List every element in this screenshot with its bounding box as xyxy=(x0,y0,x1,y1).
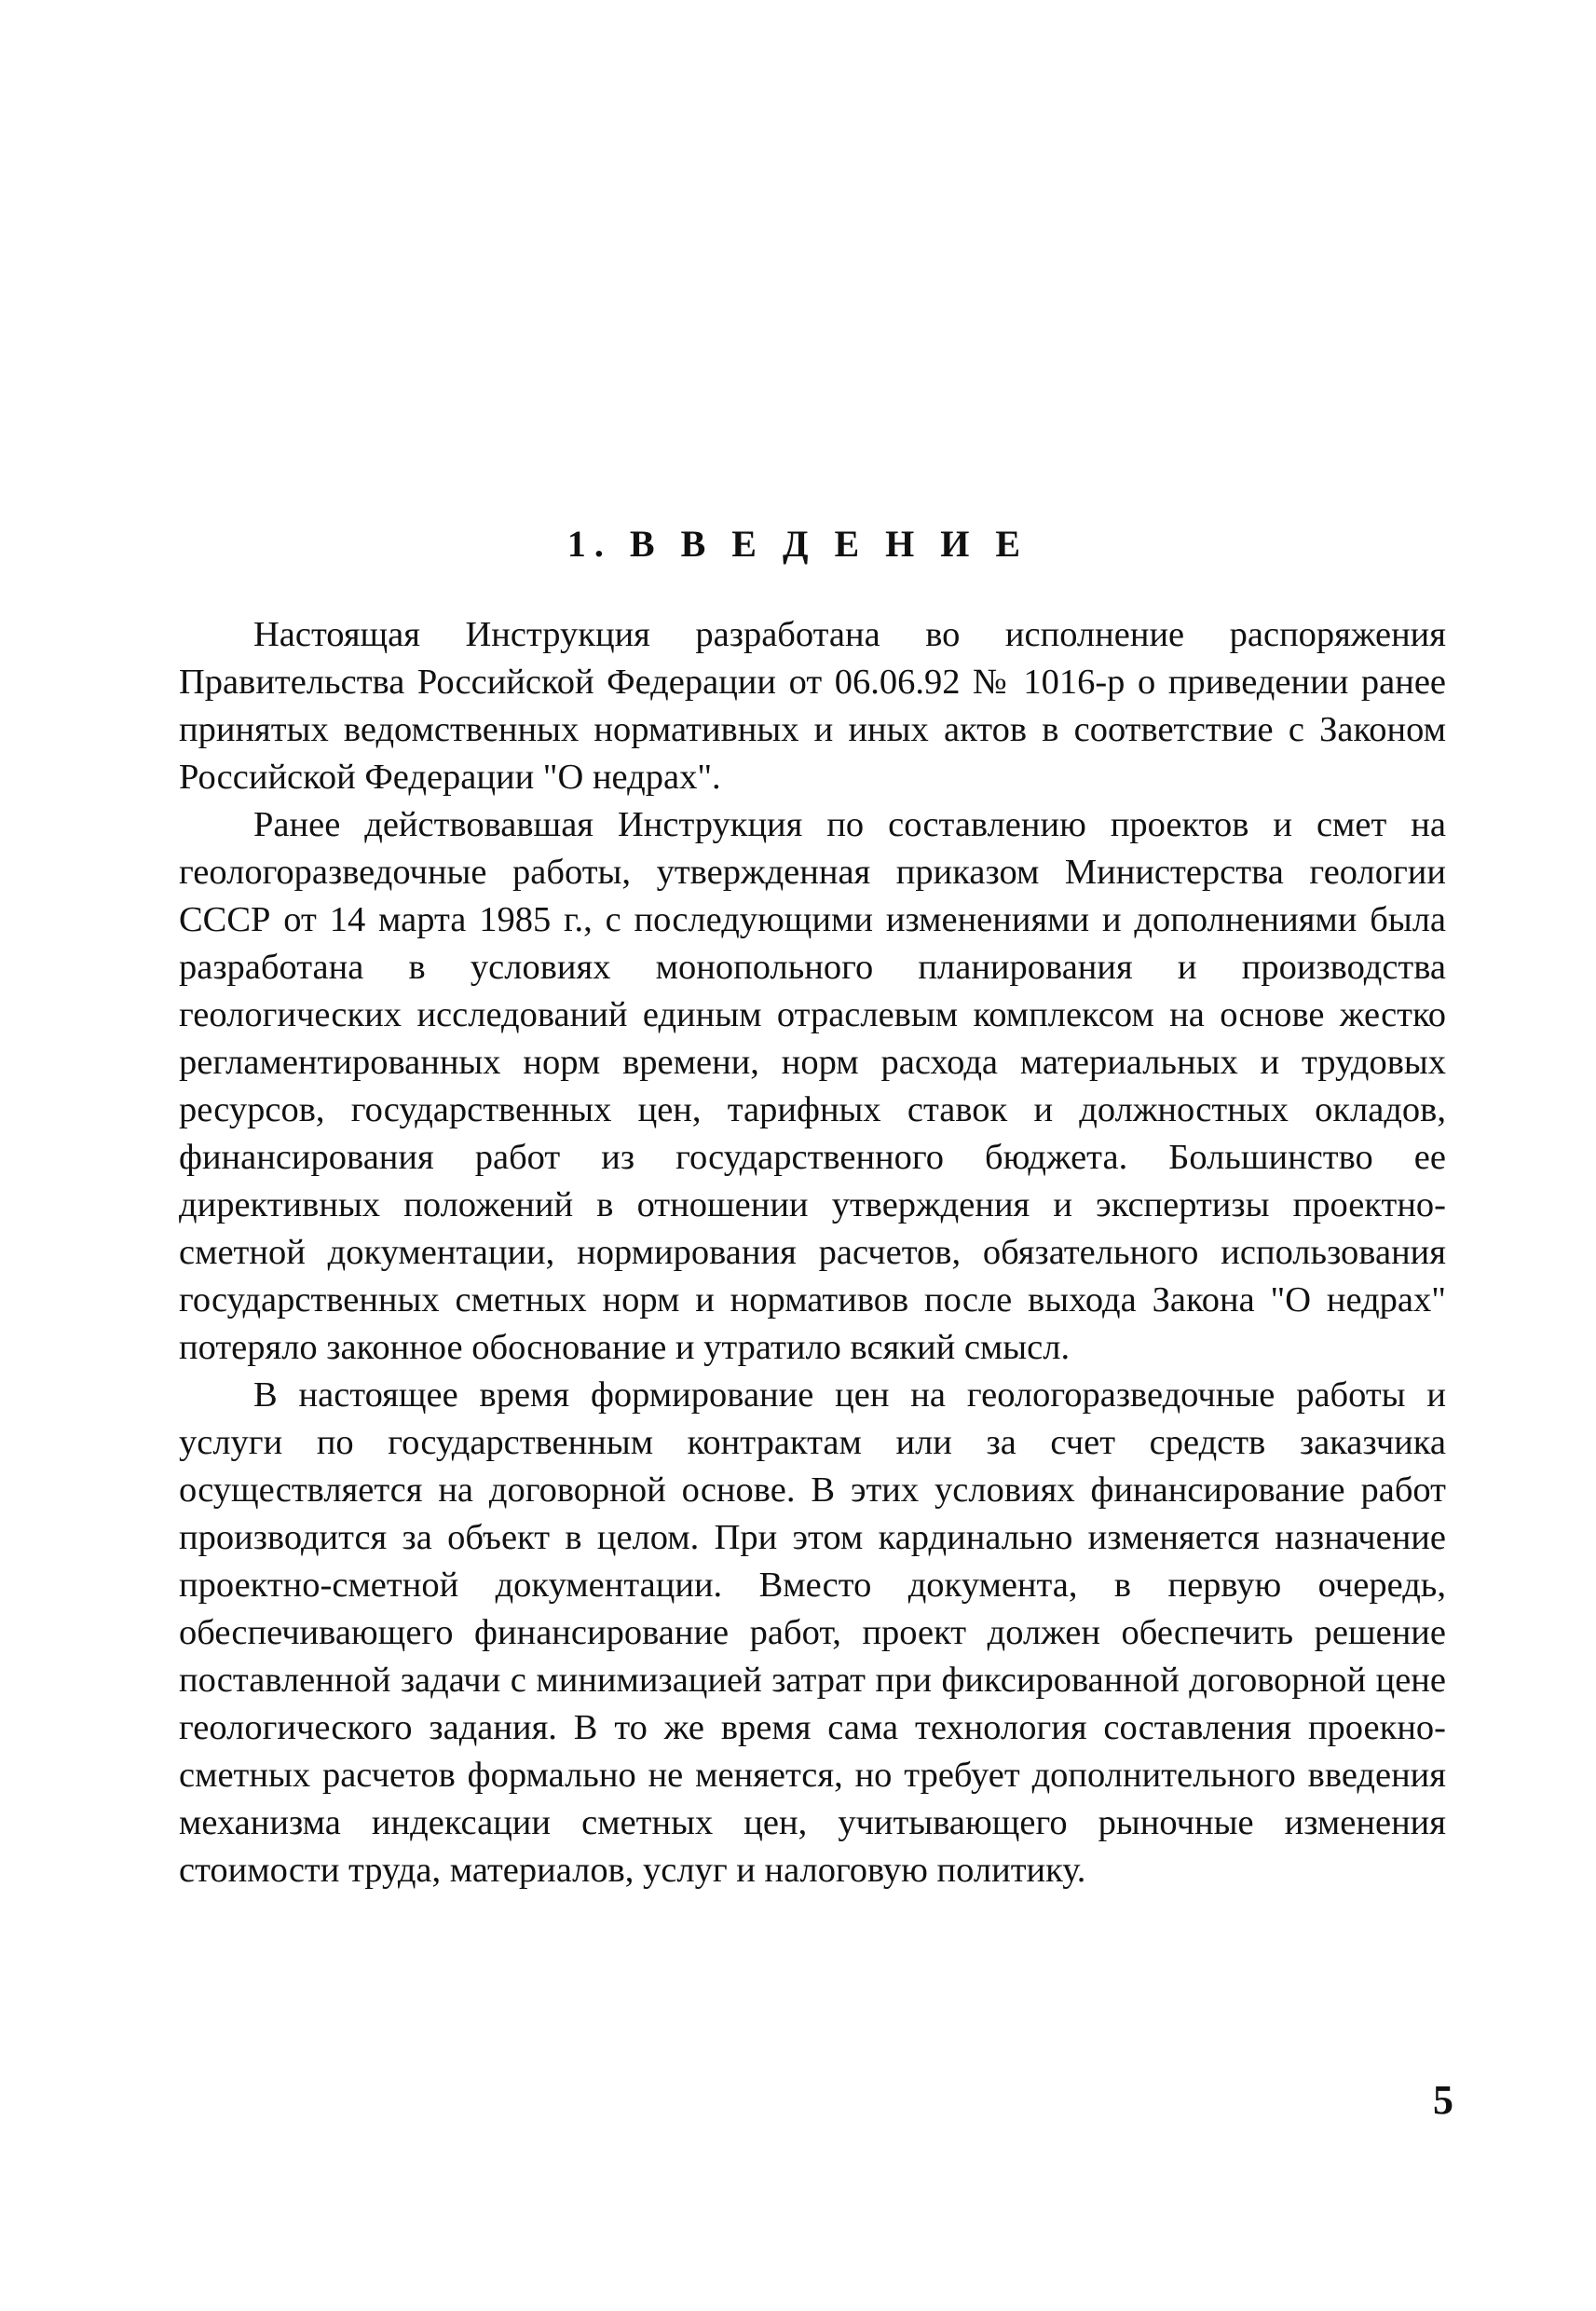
page-number: 5 xyxy=(1433,2077,1453,2123)
paragraph: Настоящая Инструкция разработана во исполнение распоряжения Правительства Российской Федерации от 06.06.92 № 1016-р о приведении ранее принятых ведомственных нормативных и иных актов в соответствие с Законом Российской Федерации "О недрах". xyxy=(179,615,1446,797)
paragraph: В настоящее время формирование цен на геологоразведочные работы и услуги по государственным контрактам или за счет средств заказчика осуществляется на договорной основе. В этих условиях финансирование работ производится за объект в целом. При этом кардинально изменяется назначение проектно-сметной документации. Вместо документа, в первую очередь, обеспечивающего финансирование работ, проект должен обеспечить решение поставленной задачи с минимизацией затрат при фиксированной договорной цене геологического задания. В то же время сама технология составления проекно-сметных расчетов формально не меняется, но требует дополнительного введения механизма индексации сметных цен, учитывающего рыночные изменения стоимости труда, материалов, услуг и налоговую политику. xyxy=(179,1375,1446,1890)
section-body xyxy=(179,611,1446,1894)
paragraph: Ранее действовавшая Инструкция по составлению проектов и смет на геологоразведочные работы, утвержденная приказом Министерства геологии СССР от 14 марта 1985 г., с последующими изменениями и дополнениями была разработана в условиях монопольного планирования и производства геологических исследований единым отраслевым комплексом на основе жестко регламентированных норм времени, норм расхода материальных и трудовых ресурсов, государственных цен, тарифных ставок и должностных окладов, финансирования работ из государственного бюджета. Большинство ее директивных положений в отношении утверждения и экспертизы проектно-сметной документации, нормирования расчетов, обязательного использования государственных сметных норм и нормативов после выхода Закона "О недрах" потеряло законное обоснование и утратило всякий смысл. xyxy=(179,805,1446,1367)
section-heading: 1. В В Е Д Е Н И Е xyxy=(566,523,1030,565)
